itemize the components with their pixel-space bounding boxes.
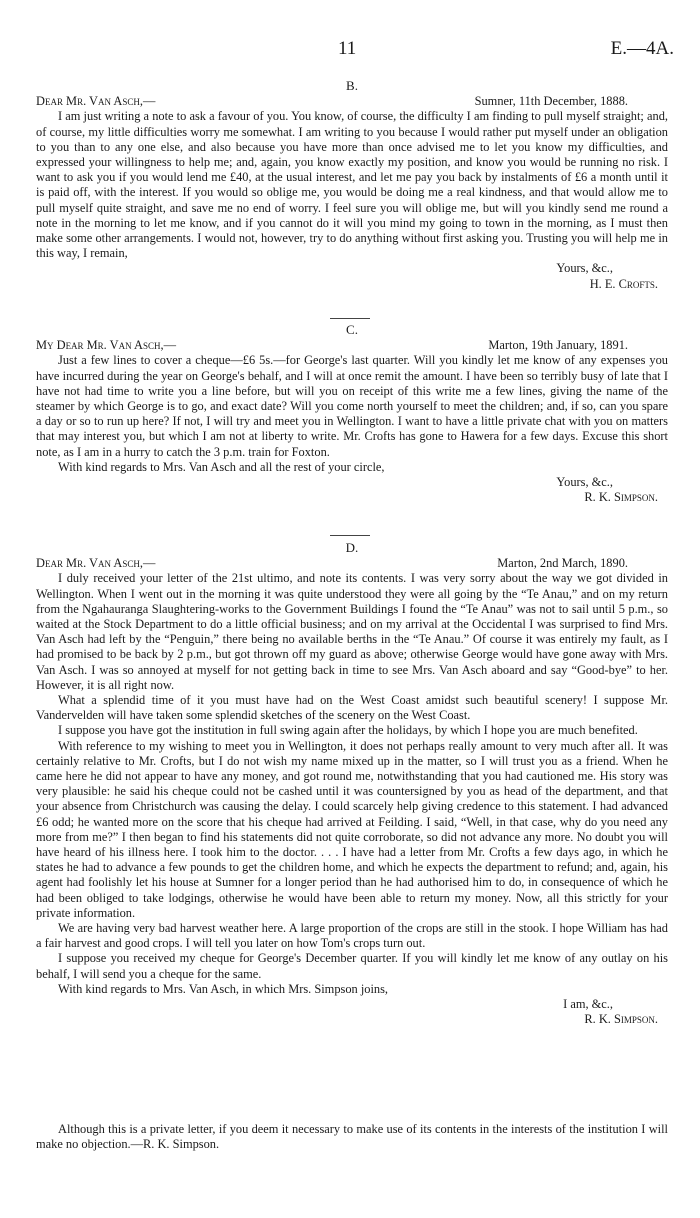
postscript-block xyxy=(36,1122,668,1152)
letter-b xyxy=(36,78,668,292)
place-date: Marton, 2nd March, 1890. xyxy=(497,556,628,571)
salutation: Dear Mr. Van Asch,— xyxy=(36,556,156,571)
closing: Yours, &c., xyxy=(556,475,613,490)
place-date: Sumner, 11th December, 1888. xyxy=(474,94,628,109)
divider xyxy=(330,318,370,319)
paragraph: I duly received your letter of the 21st ultimo, and note its contents. I was very sorry about the way we got divided in Wellington. When I went out in the morning it was quite understood they were all going by the “Te Anau,” and on my return from the Ngahauranga Slaughtering-works to the Government Buildings I found the “Te Anau” was not to sail until 5 p.m., so waited at the Stock Department to do a little official business; and on my arrival at the Occidental I was surprised to find Mrs. Van Asch had left by the “Penguin,” there being no available berths in the “Te Anau.” Of course it was entirely my fault, as I had promised to be back by 2 p.m., but got thrown off my guard as above; otherwise George would have gone away with Mrs. Van Asch. I was so annoyed at myself for not getting back in time to see Mrs. Van Asch aboard and say “Good-bye” to her. However, it is all right now. xyxy=(36,571,668,692)
page-number: 11 xyxy=(338,38,357,59)
letter-header xyxy=(36,556,668,571)
paragraph: With kind regards to Mrs. Van Asch and all the rest of your circle, xyxy=(58,459,385,474)
letter-label: B. xyxy=(346,78,358,93)
document-reference: E.—4A. xyxy=(610,38,674,59)
paragraph: I suppose you received my cheque for George's December quarter. If you will kindly let me know of any outlay on his behalf, I will send you a cheque for the same. xyxy=(36,951,668,981)
postscript: Although this is a private letter, if you deem it necessary to make use of its contents in the interests of the institution I will make no objection.—R. K. Simpson. xyxy=(36,1122,668,1152)
signature: H. E. Crofts. xyxy=(589,276,658,291)
place-date: Marton, 19th January, 1891. xyxy=(488,338,628,353)
salutation: My Dear Mr. Van Asch,— xyxy=(36,338,176,353)
closing: Yours, &c., xyxy=(556,261,613,276)
paragraph: What a splendid time of it you must have had on the West Coast amidst such beautiful scenery! I suppose Mr. Vandervelden will have taken some splendid sketches of the scenery on the West Coast. xyxy=(36,693,668,723)
signature: R. K. Simpson. xyxy=(584,1012,658,1027)
paragraph: With kind regards to Mrs. Van Asch, in which Mrs. Simpson joins, xyxy=(58,981,389,996)
paragraph: Just a few lines to cover a cheque—£6 5s.—for George's last quarter. Will you kindly let me know of any expenses you have incurred during the year on George's behalf, and I will at once remit the amount. I have been so terribly busy of late that I have not had time to write you a line before, but will you on receipt of this write me a few lines, giving the name of the steamer by which George is to go, and exact date? Will you come north yourself to meet the children; and, if so, can you spare a day or so to run up here? If not, I will try and meet you in Wellington. I want to have a little private chat with you on matters that may interest you, but which I am not at liberty to write. Mr. Crofts has gone to Hawera for a few days. Excuse this short note, as I am in a hurry to catch the 3 p.m. train for Foxton. xyxy=(36,353,668,459)
signature: R. K. Simpson. xyxy=(584,490,658,505)
letter-c xyxy=(36,322,668,505)
letter-d xyxy=(36,540,668,1028)
paragraph: I am just writing a note to ask a favour of you. You know, of course, the difficulty I am finding to pull myself straight; and, of course, my little difficulties worry me somewhat. I am writing to you because I would rather put myself under an obligation to you than to any one else, and also because you have more than once advised me to let you know my difficulties, and expressed your willingness to help me; and, again, you know exactly my position, and know you would be running no risk. I want to ask you if you would lend me £40, at the usual interest, and let me pay you back by instalments of £6 a month until it is paid off, with the interest. If you would so oblige me, you would be doing me a real kindness, and that would allow me to pull myself quite straight, and save me no end of worry. I feel sure you will oblige me, but will you kindly send me round a note in the morning to let me know, and if you cannot do it will you mind my going to town in the morning, as I must then make some other arrangements. I would not, however, try to do anything without first asking you. Trusting you will help me in this way, I remain, xyxy=(36,109,668,261)
divider xyxy=(330,535,370,536)
salutation: Dear Mr. Van Asch,— xyxy=(36,94,156,109)
letter-label: C. xyxy=(346,322,358,337)
letter-header xyxy=(36,94,668,109)
letter-label: D. xyxy=(345,540,359,555)
paragraph: We are having very bad harvest weather here. A large proportion of the crops are still in the stook. I hope William has had a fair harvest and good crops. I will tell you later on how Tom's crops turn out. xyxy=(36,921,668,951)
letter-header xyxy=(36,338,668,353)
paragraph: With reference to my wishing to meet you in Wellington, it does not perhaps really amount to very much after all. It was certainly relative to Mr. Crofts, but I do not wish my name mixed up in the matter, so I will trust you as a friend. When he came here he did not appear to have any money, and got round me, notwithstanding that you had cautioned me. His story was very plausible: he said his cheque could not be cashed until it was countersigned by you as head of the department, and that your absence from Christchurch was causing the delay. I could scarcely help giving credence to this statement. I had advanced £6 odd; he wanted more on the score that his cheque had arrived at Feilding. I said, “Well, in that case, why do you need any more from me?” I then began to find his statements did not quite corroborate, so did not advance any more. No doubt you will have heard of his illness here. I took him to the doctor. . . . I have had a letter from Mr. Crofts a few days ago, in which he states he had to advance a few pounds to get the children home, and which he expects the department to refund; and, again, his agent had foolishly let his house at Sumner for a longer period than he had authorised him to do, in consequence of which he had been obliged to take lodgings, otherwise he would have been able to return my money. Now, all this strictly for your private information. xyxy=(36,738,668,920)
paragraph: I suppose you have got the institution in full swing again after the holidays, by which I hope you are much benefited. xyxy=(58,723,638,738)
closing: I am, &c., xyxy=(563,997,613,1012)
